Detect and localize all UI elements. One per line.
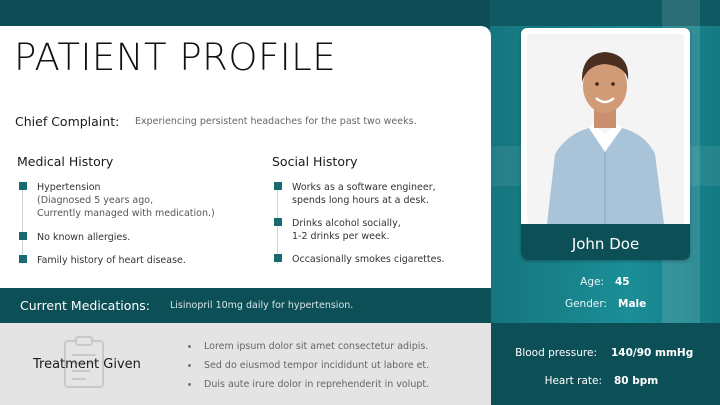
- list-item: [273, 181, 483, 207]
- square-bullet-icon: [19, 182, 27, 190]
- patient-photo: [527, 34, 684, 224]
- square-bullet-icon: [274, 182, 282, 190]
- chief-complaint-label: Chief Complaint:: [15, 114, 120, 129]
- square-bullet-icon: [274, 218, 282, 226]
- age-value: 45: [615, 276, 630, 288]
- list-item: [273, 253, 483, 266]
- list-item: [18, 231, 258, 244]
- list-item: [18, 181, 258, 220]
- age-label: Age:: [580, 276, 604, 288]
- blood-pressure-value: 140/90 mmHg: [611, 347, 694, 359]
- list-item-text: Works as a software engineer,: [292, 182, 436, 193]
- page-title: PATIENT PROFILE: [14, 36, 337, 79]
- gender-value: Male: [618, 298, 647, 310]
- medications-value: Lisinopril 10mg daily for hypertension.: [170, 300, 354, 311]
- heart-rate-value: 80 bpm: [614, 375, 659, 387]
- medical-history-list: [18, 181, 258, 267]
- chief-complaint-value: Experiencing persistent headaches for the past two weeks.: [135, 116, 417, 127]
- list-item-text: Occasionally smokes cigarettes.: [292, 254, 445, 265]
- gender-label: Gender:: [564, 298, 607, 310]
- patient-photo-card: [521, 28, 690, 260]
- vitals-panel: [491, 323, 720, 405]
- blood-pressure-label: Blood pressure:: [515, 347, 597, 359]
- list-item: [273, 217, 483, 243]
- list-item-text: Drinks alcohol socially,: [292, 218, 401, 229]
- patient-name: John Doe: [571, 235, 640, 253]
- social-history-heading: Social History: [272, 154, 358, 169]
- social-history-list: [273, 181, 483, 266]
- treatment-list: [188, 341, 429, 398]
- list-item-text: spends long hours at a desk.: [292, 195, 429, 206]
- list-item: Sed do eiusmod tempor incididunt ut labore et.: [188, 360, 429, 379]
- medications-label: Current Medications:: [20, 298, 151, 313]
- square-bullet-icon: [19, 255, 27, 263]
- list-item-text: 1-2 drinks per week.: [292, 231, 390, 242]
- list-item-text: Family history of heart disease.: [37, 255, 186, 266]
- list-item: [18, 254, 258, 267]
- heart-rate-label: Heart rate:: [544, 375, 602, 387]
- list-item: Lorem ipsum dolor sit amet consectetur adipis.: [188, 341, 429, 360]
- person-avatar-icon: [527, 34, 684, 224]
- list-item-text: (Diagnosed 5 years ago,: [37, 195, 154, 206]
- list-item-text: Hypertension: [37, 182, 101, 193]
- square-bullet-icon: [274, 254, 282, 262]
- square-bullet-icon: [19, 232, 27, 240]
- list-item: Duis aute irure dolor in reprehenderit in volupt.: [188, 379, 429, 398]
- list-item-text: No known allergies.: [37, 232, 131, 243]
- treatment-label: Treatment Given: [33, 357, 141, 372]
- medical-history-heading: Medical History: [17, 154, 114, 169]
- list-item-text: Currently managed with medication.): [37, 208, 215, 219]
